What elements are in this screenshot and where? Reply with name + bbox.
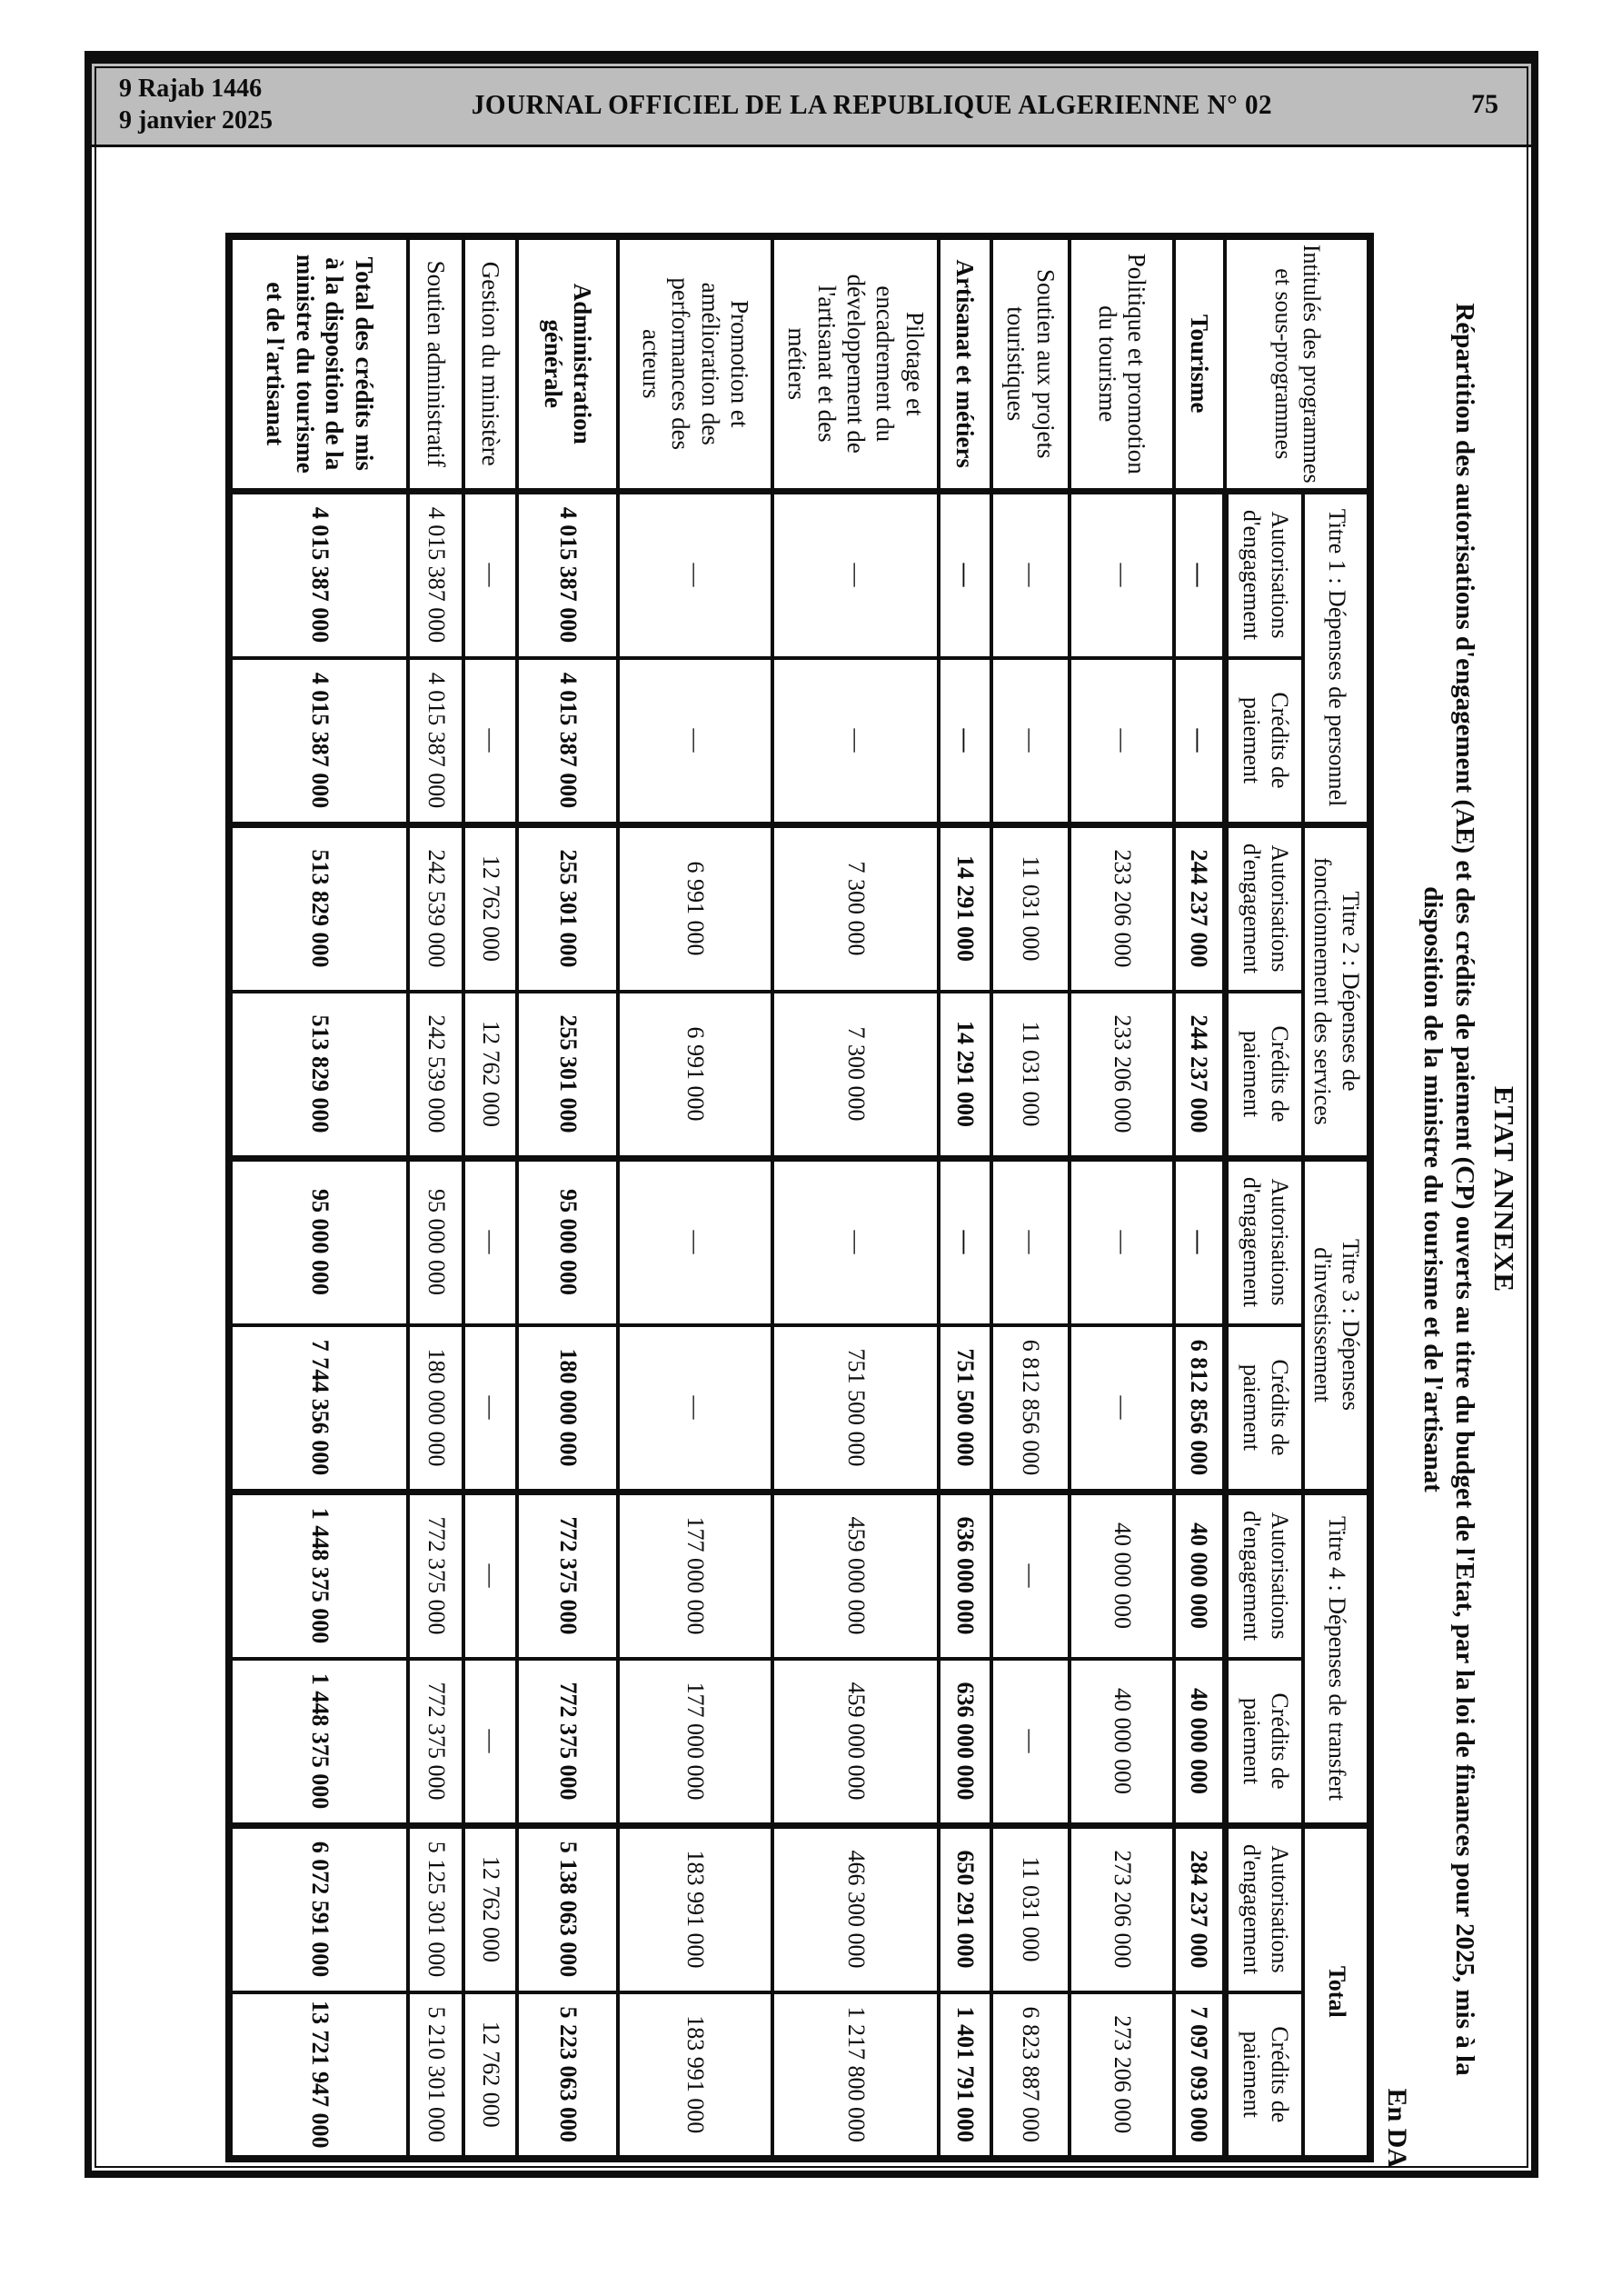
amount-cell: 273 206 000 [1070, 1992, 1174, 2160]
empty-value-cell: — [991, 658, 1070, 825]
amount-cell: 233 206 000 [1070, 992, 1174, 1159]
amount-cell: 7 300 000 [772, 824, 939, 992]
amount-cell: 6 072 591 000 [229, 1825, 408, 1992]
amount-cell: 11 031 000 [991, 992, 1070, 1159]
row-label-cell: Administration générale [517, 236, 618, 491]
empty-value-cell: — [618, 658, 772, 825]
amount-cell: 7 744 356 000 [229, 1325, 408, 1492]
credits-allocation-table [225, 233, 1374, 2162]
row-label-cell: Pilotage et encadrement du développement de l'artisanat et des métiers [772, 236, 939, 491]
column-group-header: Titre 1 : Dépenses de personnel [1303, 491, 1370, 824]
page-number: 75 [1471, 88, 1498, 119]
amount-cell: 14 291 000 [939, 824, 991, 992]
amount-cell: 772 375 000 [517, 1492, 618, 1659]
amount-cell: 513 829 000 [229, 992, 408, 1159]
annex-title-line1: Répartition des autorisations d'engagement (AE) et des crédits de paiement (CP) ouverts au titre du budget de l'Etat, par la loi de finances pour 2025, mis à la [1450, 303, 1479, 2076]
amount-cell: 255 301 000 [517, 992, 618, 1159]
empty-value-cell: — [463, 1325, 517, 1492]
amount-cell: 772 375 000 [408, 1659, 463, 1826]
amount-cell: 4 015 387 000 [229, 491, 408, 658]
amount-cell: 95 000 000 [229, 1158, 408, 1325]
amount-cell: 772 375 000 [517, 1659, 618, 1826]
amount-cell: 5 138 063 000 [517, 1825, 618, 1992]
empty-value-cell: — [991, 1158, 1070, 1325]
amount-cell: 273 206 000 [1070, 1825, 1174, 1992]
amount-cell: 95 000 000 [408, 1158, 463, 1325]
table-row [991, 236, 1070, 2159]
row-label-cell: Total des crédits mis à la disposition de la ministre du tourisme et de l'artisanat [229, 236, 408, 491]
sub-header-ae: Autorisations d'engagement [1225, 1825, 1303, 1992]
amount-cell: 12 762 000 [463, 1992, 517, 2160]
amount-cell: 11 031 000 [991, 824, 1070, 992]
amount-cell: 5 223 063 000 [517, 1992, 618, 2160]
amount-cell: 177 000 000 [618, 1492, 772, 1659]
empty-value-cell: — [1070, 1325, 1174, 1492]
amount-cell: 1 448 375 000 [229, 1659, 408, 1826]
amount-cell: 180 000 000 [517, 1325, 618, 1492]
empty-value-cell: — [991, 1492, 1070, 1659]
column-group-header: Titre 2 : Dépenses de fonctionnement des services [1303, 824, 1370, 1158]
amount-cell: 1 401 791 000 [939, 1992, 991, 2160]
amount-cell: 40 000 000 [1070, 1492, 1174, 1659]
empty-value-cell: — [618, 491, 772, 658]
amount-cell: 177 000 000 [618, 1659, 772, 1826]
sub-header-ae: Autorisations d'engagement [1225, 1158, 1303, 1325]
empty-value-cell: — [1174, 1158, 1225, 1325]
table-body [229, 236, 1225, 2159]
journal-title: JOURNAL OFFICIEL DE LA REPUBLIQUE ALGERIENNE N° 02 [471, 87, 1273, 120]
empty-value-cell: — [463, 1659, 517, 1826]
amount-cell: 233 206 000 [1070, 824, 1174, 992]
empty-value-cell: — [1174, 658, 1225, 825]
date-gregorian: 9 janvier 2025 [119, 105, 274, 135]
amount-cell: 772 375 000 [408, 1492, 463, 1659]
amount-cell: 11 031 000 [991, 1825, 1070, 1992]
empty-value-cell: — [1070, 1158, 1174, 1325]
annex-heading: ETAT ANNEXE [1488, 1085, 1520, 1293]
annex-title-line2: disposition de la ministre du tourisme et de l'artisanat [1418, 886, 1448, 1492]
amount-cell: 650 291 000 [939, 1825, 991, 1992]
empty-value-cell: — [463, 1158, 517, 1325]
empty-value-cell: — [991, 491, 1070, 658]
amount-cell: 6 823 887 000 [991, 1992, 1070, 2160]
amount-cell: 242 539 000 [408, 824, 463, 992]
amount-cell: 40 000 000 [1174, 1492, 1225, 1659]
sub-header-cp: Crédits de paiement [1225, 658, 1303, 825]
row-label-cell: Politique et promotion du tourisme [1070, 236, 1174, 491]
amount-cell: 459 000 000 [772, 1659, 939, 1826]
amount-cell: 5 125 301 000 [408, 1825, 463, 1992]
empty-value-cell: — [939, 1158, 991, 1325]
amount-cell: 183 991 000 [618, 1992, 772, 2160]
empty-value-cell: — [939, 658, 991, 825]
empty-value-cell: — [618, 1325, 772, 1492]
amount-cell: 1 448 375 000 [229, 1492, 408, 1659]
empty-value-cell: — [1174, 491, 1225, 658]
sub-header-cp: Crédits de paiement [1225, 1659, 1303, 1826]
amount-cell: 7 300 000 [772, 992, 939, 1159]
empty-value-cell: — [463, 491, 517, 658]
empty-value-cell: — [772, 1158, 939, 1325]
row-label-cell: Tourisme [1174, 236, 1225, 491]
date-hijri: 9 Rajab 1446 [119, 74, 263, 103]
table-row [408, 236, 463, 2159]
amount-cell: 7 097 093 000 [1174, 1992, 1225, 2160]
amount-cell: 12 762 000 [463, 824, 517, 992]
row-label-cell: Soutien aux projets touristiques [991, 236, 1070, 491]
table-row [1174, 236, 1225, 2159]
sub-header-cp: Crédits de paiement [1225, 1325, 1303, 1492]
row-label-cell: Artisanat et métiers [939, 236, 991, 491]
sub-header-cp: Crédits de paiement [1225, 1992, 1303, 2160]
amount-cell: 4 015 387 000 [408, 658, 463, 825]
amount-cell: 636 000 000 [939, 1492, 991, 1659]
amount-cell: 751 500 000 [772, 1325, 939, 1492]
row-label-cell: Soutien administratif [408, 236, 463, 491]
amount-cell: 180 000 000 [408, 1325, 463, 1492]
amount-cell: 636 000 000 [939, 1659, 991, 1826]
column-group-header: Titre 4 : Dépenses de transfert [1303, 1492, 1370, 1825]
column-group-header: Total [1303, 1825, 1370, 2159]
empty-value-cell: — [939, 491, 991, 658]
amount-cell: 1 217 800 000 [772, 1992, 939, 2160]
table-row [229, 236, 408, 2159]
annex-landscape-sheet [98, 187, 1520, 2191]
currency-note: En DA [1382, 2088, 1413, 2168]
empty-value-cell: — [1070, 658, 1174, 825]
table-row [517, 236, 618, 2159]
amount-cell: 751 500 000 [939, 1325, 991, 1492]
sub-header-ae: Autorisations d'engagement [1225, 491, 1303, 658]
row-label-cell: Promotion et amélioration des performances des acteurs [618, 236, 772, 491]
amount-cell: 14 291 000 [939, 992, 991, 1159]
empty-value-cell: — [618, 1158, 772, 1325]
amount-cell: 12 762 000 [463, 992, 517, 1159]
amount-cell: 284 237 000 [1174, 1825, 1225, 1992]
empty-value-cell: — [991, 1659, 1070, 1826]
table-row [772, 236, 939, 2159]
amount-cell: 255 301 000 [517, 824, 618, 992]
amount-cell: 244 237 000 [1174, 824, 1225, 992]
amount-cell: 6 812 856 000 [1174, 1325, 1225, 1492]
amount-cell: 40 000 000 [1174, 1659, 1225, 1826]
table-row [618, 236, 772, 2159]
empty-value-cell: — [463, 1492, 517, 1659]
column-header-program-titles: Intitulés des programmes et sous-programmes [1225, 236, 1370, 491]
amount-cell: 466 300 000 [772, 1825, 939, 1992]
amount-cell: 6 812 856 000 [991, 1325, 1070, 1492]
table-row [939, 236, 991, 2159]
sub-header-ae: Autorisations d'engagement [1225, 824, 1303, 992]
table-row [463, 236, 517, 2159]
amount-cell: 4 015 387 000 [517, 658, 618, 825]
amount-cell: 6 991 000 [618, 824, 772, 992]
empty-value-cell: — [772, 658, 939, 825]
empty-value-cell: — [772, 491, 939, 658]
amount-cell: 244 237 000 [1174, 992, 1225, 1159]
table-head [1225, 236, 1370, 2159]
amount-cell: 4 015 387 000 [229, 658, 408, 825]
amount-cell: 459 000 000 [772, 1492, 939, 1659]
table-row [1070, 236, 1174, 2159]
amount-cell: 13 721 947 000 [229, 1992, 408, 2160]
sub-header-ae: Autorisations d'engagement [1225, 1492, 1303, 1659]
column-group-header: Titre 3 : Dépenses d'investissement [1303, 1158, 1370, 1492]
row-label-cell: Gestion du ministère [463, 236, 517, 491]
amount-cell: 95 000 000 [517, 1158, 618, 1325]
amount-cell: 183 991 000 [618, 1825, 772, 1992]
amount-cell: 6 991 000 [618, 992, 772, 1159]
sub-header-cp: Crédits de paiement [1225, 992, 1303, 1159]
amount-cell: 513 829 000 [229, 824, 408, 992]
amount-cell: 4 015 387 000 [408, 491, 463, 658]
amount-cell: 12 762 000 [463, 1825, 517, 1992]
amount-cell: 242 539 000 [408, 992, 463, 1159]
amount-cell: 40 000 000 [1070, 1659, 1174, 1826]
empty-value-cell: — [463, 658, 517, 825]
amount-cell: 5 210 301 000 [408, 1992, 463, 2160]
annex-title [1416, 187, 1480, 2191]
empty-value-cell: — [1070, 491, 1174, 658]
amount-cell: 4 015 387 000 [517, 491, 618, 658]
